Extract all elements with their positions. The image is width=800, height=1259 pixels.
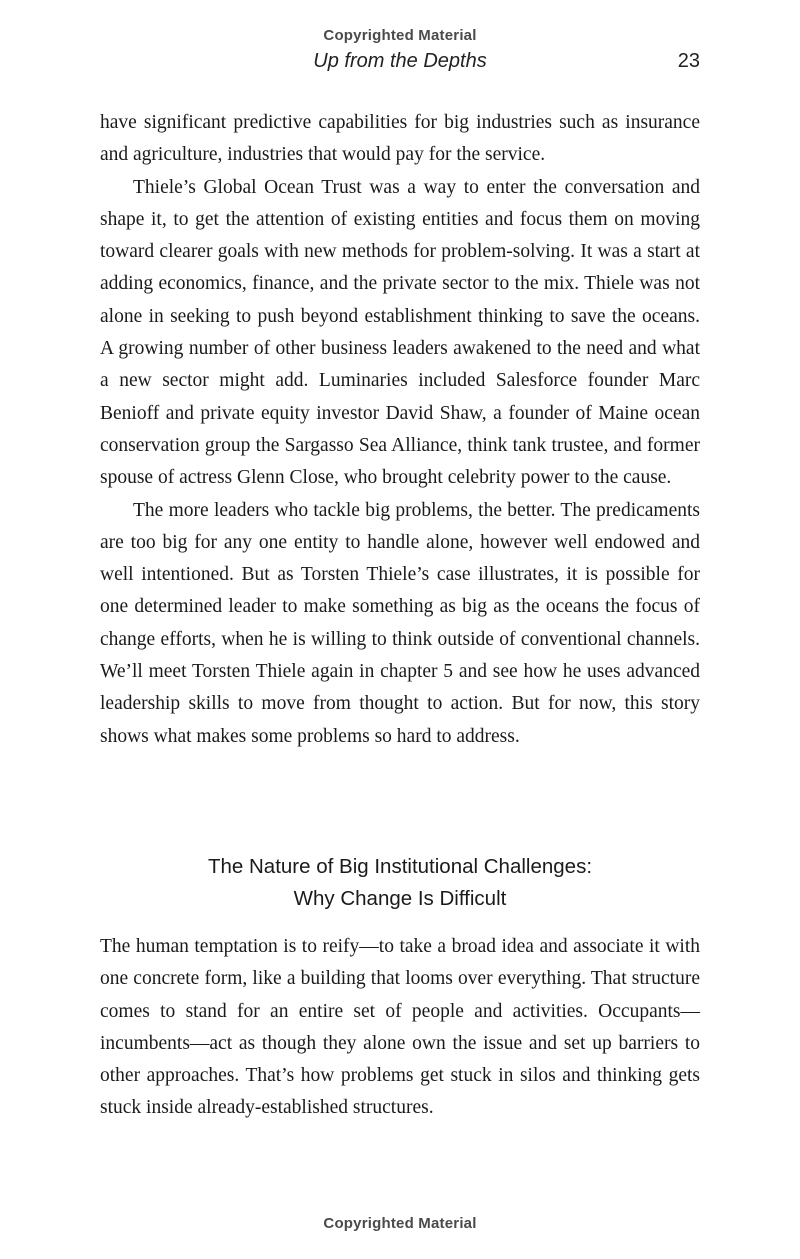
copyright-watermark-bottom: Copyrighted Material (323, 1215, 477, 1232)
section-text (100, 931, 700, 1125)
paragraph: The more leaders who tackle big problems, the better. The predicaments are too big for any one entity to handle alone, however well endowed and well intentioned. But as Torsten Thiele’s case illustrates, it is possible for one determined leader to make something as big as the oceans the focus of change efforts, when he is willing to think outside of conventional channels. We’ll meet Torsten Thiele again in chapter 5 and see how he uses advanced leadership skills to move from thought to action. But for now, this story shows what makes some problems so hard to address. (100, 499, 700, 747)
section-heading (100, 851, 700, 915)
page-number: 23 (677, 50, 700, 72)
running-title: Up from the Depths (313, 50, 487, 72)
paragraph: The human temptation is to reify—to take a broad idea and associate it with one concrete form, like a building that looms over everything. That structure comes to stand for an entire set of people and activities. Occupants—incumbents—act as though they alone own the issue and set up barriers to other approaches. That’s how problems get stuck in silos and thinking gets stuck inside already-established structures. (100, 936, 700, 1119)
body-text (100, 107, 700, 753)
paragraph: have significant predictive capabilities for big industries such as insurance and agriculture, industries that would pay for the service. (100, 112, 700, 166)
paragraph: Thiele’s Global Ocean Trust was a way to enter the conversation and shape it, to get the attention of existing entities and focus them on moving toward clearer goals with new methods for problem-solving. It was a start at adding economics, finance, and the private sector to the mix. Thiele was not alone in seeking to push beyond establishment thinking to save the oceans. A growing number of other business leaders awakened to the need and what a new sector might add. Luminaries included Salesforce founder Marc Benioff and private equity investor David Shaw, a founder of Maine ocean conservation group the Sargasso Sea Alliance, think tank trustee, and former spouse of actress Glenn Close, who brought celebrity power to the cause. (100, 176, 700, 489)
section-heading-line-2: Why Change Is Difficult (293, 887, 507, 910)
section-heading-line-1: The Nature of Big Institutional Challenges: (207, 855, 593, 878)
copyright-watermark-top: Copyrighted Material (323, 27, 477, 44)
